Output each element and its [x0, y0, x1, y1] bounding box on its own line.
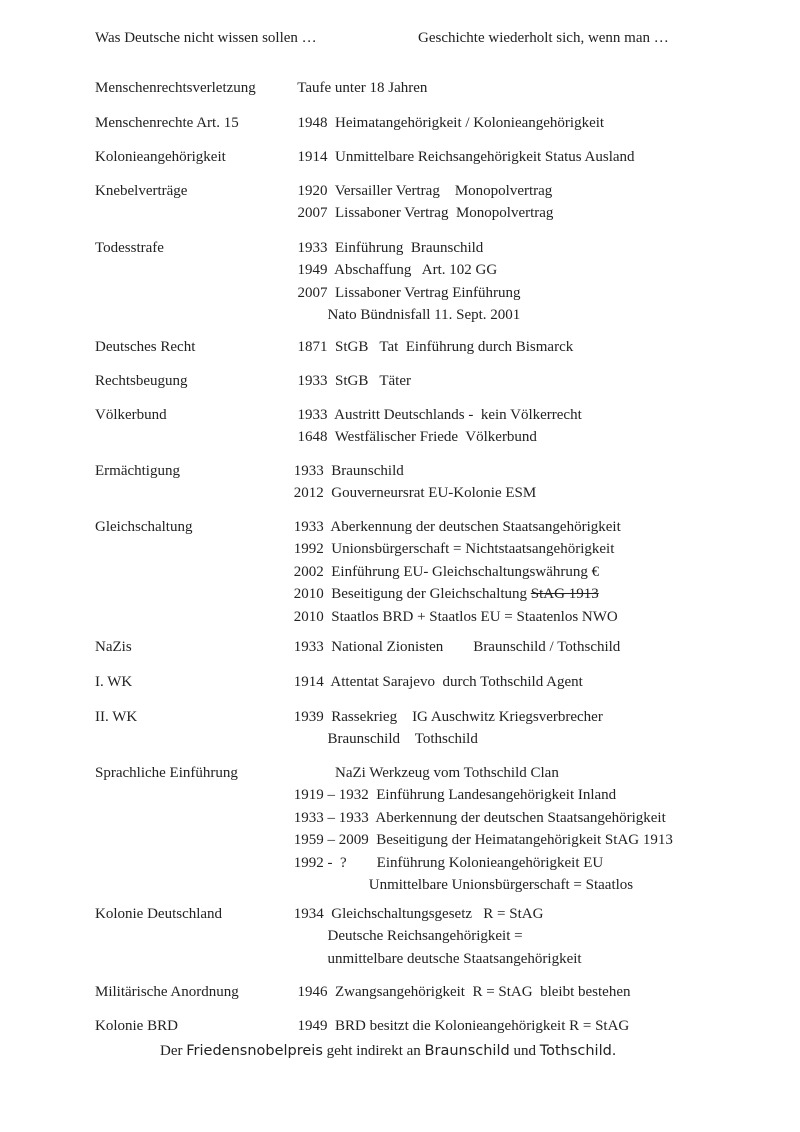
- row-term: NaZis: [95, 639, 132, 655]
- entry-text: 1933 Austritt Deutschlands - kein Völkerrecht: [290, 407, 582, 423]
- entry-line: [290, 925, 582, 947]
- entry-text: 1933 National Zionisten Braunschild / Tothschild: [290, 639, 621, 655]
- entry-line: [290, 636, 620, 658]
- entry-text: 1948 Heimatangehörigkeit / Kolonieangehörigkeit: [290, 115, 605, 131]
- entry-text: 1914 Attentat Sarajevo durch Tothschild Agent: [290, 674, 583, 690]
- row-entries: [290, 706, 603, 751]
- entry-line: [290, 903, 582, 925]
- entry-line: [290, 671, 583, 693]
- entry-line: [290, 706, 603, 728]
- row-entries: [290, 636, 620, 658]
- entry-text: 1914 Unmittelbare Reichsangehörigkeit Status Ausland: [290, 149, 635, 165]
- row-entries: [290, 404, 582, 449]
- entry-line: [290, 948, 582, 970]
- row-entries: [290, 516, 621, 628]
- entry-text: 1949 BRD besitzt die Kolonieangehörigkeit R = StAG: [290, 1018, 630, 1034]
- entry-line: [290, 404, 582, 426]
- row-term: Menschenrechte Art. 15: [95, 115, 239, 131]
- entry-line: [290, 829, 673, 851]
- entry-text: 2010 Beseitigung der Gleichschaltung: [290, 586, 531, 603]
- row-entries: [290, 460, 536, 505]
- entry-line: [290, 583, 621, 605]
- entry-text: 1959 – 2009 Beseitigung der Heimatangehörigkeit StAG 1913: [290, 832, 673, 849]
- row-entries: [290, 146, 635, 168]
- struck-text: StAG 1913: [530, 586, 599, 603]
- footer-bold-3: Tothschild.: [539, 1043, 617, 1059]
- entry-line: [290, 852, 673, 874]
- entry-line: [290, 146, 635, 168]
- row-entries: [290, 903, 582, 970]
- entry-text: Braunschild Tothschild: [290, 731, 478, 748]
- entry-text: 1648 Westfälischer Friede Völkerbund: [290, 429, 537, 446]
- entry-line: [290, 370, 411, 392]
- entry-line: [290, 180, 553, 202]
- entry-line: [290, 1015, 629, 1037]
- entry-line: [290, 77, 427, 99]
- entry-text: Deutsche Reichsangehörigkeit =: [290, 928, 523, 945]
- entry-line: [290, 202, 553, 224]
- entry-text: 1934 Gleichschaltungsgesetz R = StAG: [290, 906, 544, 922]
- row-term: Völkerbund: [95, 407, 167, 423]
- row-entries: [290, 1015, 629, 1037]
- header-left: Was Deutsche nicht wissen sollen …: [95, 30, 317, 46]
- entry-text: 1992 - ? Einführung Kolonieangehörigkeit EU: [290, 854, 604, 871]
- row-term: I. WK: [95, 674, 133, 690]
- entry-text: 1871 StGB Tat Einführung durch Bismarck: [290, 339, 574, 355]
- entry-text: 1933 StGB Täter: [290, 373, 411, 389]
- entry-text: Nato Bündnisfall 11. Sept. 2001: [290, 307, 521, 324]
- entry-line: [290, 807, 673, 829]
- row-term: Rechtsbeugung: [95, 373, 188, 389]
- row-entries: [290, 180, 553, 225]
- row-term: Sprachliche Einführung: [95, 765, 238, 781]
- entry-line: [290, 304, 521, 326]
- row-entries: [290, 671, 583, 693]
- entry-line: [290, 482, 536, 504]
- row-term: II. WK: [95, 709, 138, 725]
- entry-text: 1933 – 1933 Aberkennung der deutschen Staatsangehörigkeit: [290, 809, 666, 826]
- entry-line: [290, 460, 536, 482]
- entry-text: 1933 Aberkennung der deutschen Staatsangehörigkeit: [290, 519, 621, 535]
- entry-line: [290, 728, 603, 750]
- entry-text: 1939 Rassekrieg IG Auschwitz Kriegsverbrecher: [290, 709, 603, 725]
- entry-line: [290, 784, 673, 806]
- entry-text: 1992 Unionsbürgerschaft = Nichtstaatsangehörigkeit: [290, 541, 615, 558]
- row-term: Kolonieangehörigkeit: [95, 149, 226, 165]
- entry-text: 1946 Zwangsangehörigkeit R = StAG bleibt bestehen: [290, 984, 631, 1000]
- row-term: Militärische Anordnung: [95, 984, 239, 1000]
- row-term: Todesstrafe: [95, 240, 164, 256]
- entry-line: [290, 112, 604, 134]
- row-entries: [290, 77, 427, 99]
- entry-line: [290, 981, 631, 1003]
- row-term: Ermächtigung: [95, 463, 180, 479]
- row-term: Gleichschaltung: [95, 519, 193, 535]
- entry-line: [290, 259, 521, 281]
- row-term: Menschenrechtsverletzung: [95, 80, 256, 96]
- row-term: Deutsches Recht: [95, 339, 196, 355]
- row-entries: [290, 370, 411, 392]
- entry-text: 2007 Lissaboner Vertrag Monopolvertrag: [290, 205, 554, 222]
- entry-text: 2010 Staatlos BRD + Staatlos EU = Staatenlos NWO: [290, 608, 618, 625]
- entry-line: [290, 561, 621, 583]
- row-term: Kolonie Deutschland: [95, 906, 223, 922]
- entry-line: [290, 762, 673, 784]
- entry-text: 2002 Einführung EU- Gleichschaltungswährung €: [290, 563, 600, 580]
- entry-text: 2007 Lissaboner Vertrag Einführung: [290, 284, 521, 301]
- entry-line: [290, 336, 573, 358]
- row-term: Knebelverträge: [95, 183, 188, 199]
- entry-text: 1919 – 1932 Einführung Landesangehörigkeit Inland: [290, 787, 617, 804]
- entry-text: Taufe unter 18 Jahren: [290, 80, 428, 96]
- entry-text: unmittelbare deutsche Staatsangehörigkeit: [290, 950, 582, 967]
- row-entries: [290, 237, 521, 327]
- row-entries: [290, 336, 573, 358]
- entry-line: [290, 282, 521, 304]
- entry-line: [290, 874, 673, 896]
- footer-text-2: geht indirekt an: [322, 1043, 425, 1059]
- entry-text: 2012 Gouverneursrat EU-Kolonie ESM: [290, 485, 537, 502]
- entry-line: [290, 538, 621, 560]
- footer-text-3: und: [509, 1043, 540, 1059]
- entry-text: 1933 Braunschild: [290, 463, 404, 479]
- entry-text: 1933 Einführung Braunschild: [290, 240, 484, 256]
- footer-bold-2: Braunschild: [424, 1043, 510, 1059]
- header-right: Geschichte wiederholt sich, wenn man …: [418, 30, 669, 46]
- footer-text-1: Der: [160, 1043, 187, 1059]
- entry-line: [290, 237, 521, 259]
- row-entries: [290, 762, 673, 896]
- footer-bold-1: Friedensnobelpreis: [186, 1043, 323, 1059]
- entry-text: 1920 Versailler Vertrag Monopolvertrag: [290, 183, 553, 199]
- row-entries: [290, 981, 631, 1003]
- entry-text: Unmittelbare Unionsbürgerschaft = Staatlos: [290, 877, 634, 894]
- entry-line: [290, 516, 621, 538]
- row-entries: [290, 112, 604, 134]
- entry-line: [290, 606, 621, 628]
- entry-line: [290, 426, 582, 448]
- row-term: Kolonie BRD: [95, 1018, 178, 1034]
- entry-text: 1949 Abschaffung Art. 102 GG: [290, 262, 498, 279]
- entry-text: NaZi Werkzeug vom Tothschild Clan: [290, 765, 559, 781]
